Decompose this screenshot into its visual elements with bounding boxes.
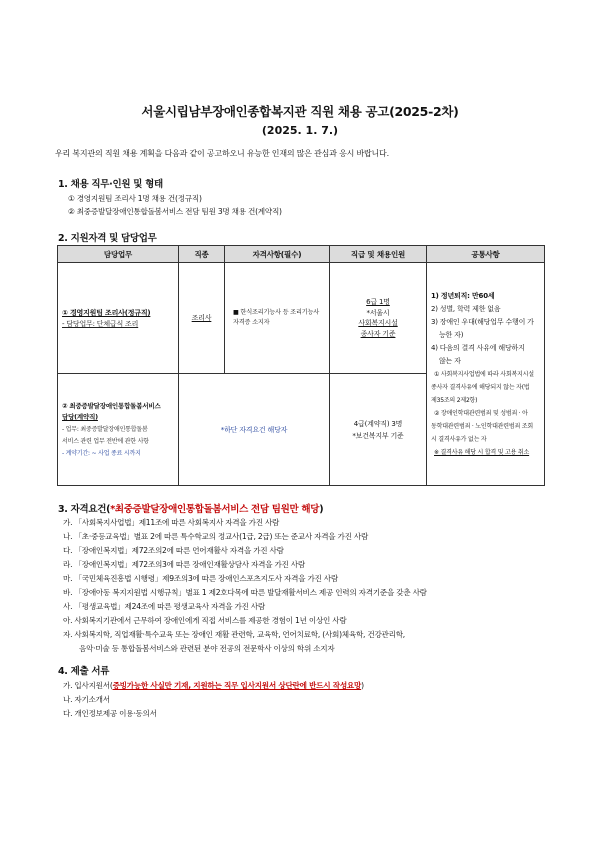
section3-item: 음악·미술 등 통합돌봄서비스와 관련된 분야 전공의 전문학사 이상의 학위 소지자	[79, 644, 335, 653]
section3-item: 가. 「사회복지사업법」제11조에 따른 사회복지사 자격을 가진 사람	[63, 518, 280, 527]
section3-item: 마. 「국민체육진흥법 시행령」제9조의3에 따른 장애인스포츠지도사 자격을 가진 사람	[63, 574, 338, 583]
row1-rank-3: 사회복지시설	[358, 319, 398, 327]
common-line: ① 사회복지사업법에 따라 사회복지시설	[434, 370, 534, 378]
section4-item-2: 나. 자기소개서	[63, 695, 110, 704]
section4-item-3: 다. 개인정보제공 이용·동의서	[63, 709, 157, 718]
header-qualification: 자격사항(필수)	[225, 246, 330, 263]
header-job: 직종	[179, 246, 225, 263]
common-line: 4) 다음의 결격 사유에 해당하지	[431, 343, 525, 352]
section3-item: 바. 「장애아동 복지지원법 시행규칙」별표 1 제2호다목에 따른 발달재활서비스 제공 인력의 자격기준을 갖춘 사람	[63, 588, 427, 597]
row1-rank-2: *서울시	[366, 308, 390, 317]
row1-duty-sub: - 담당업무: 단체급식 조리	[62, 319, 139, 328]
section3-item: 사. 「평생교육법」제24조에 따른 평생교육사 자격을 가진 사람	[63, 602, 265, 611]
row2-rank-1: 4급(계약직) 3명	[353, 419, 403, 428]
header-duty: 담당업무	[58, 246, 179, 263]
page-title: 서울시립남부장애인종합복지관 직원 채용 공고(2025-2차)	[141, 104, 459, 119]
positions-table	[57, 245, 545, 486]
common-line: 2) 성별, 학력 제한 없음	[431, 304, 501, 313]
common-line: 종사자 결격사유에 해당되지 않는 자(법	[431, 383, 530, 391]
header-rank: 직급 및 채용인원	[330, 246, 427, 263]
row1-rank-4: 종사자 기준	[360, 329, 396, 338]
announcement-date: (2025. 1. 7.)	[261, 124, 339, 137]
section4-item1-suffix: )	[361, 681, 364, 690]
common-line: 제35조의 2제2항)	[431, 396, 478, 404]
header-common: 공통사항	[427, 246, 545, 263]
common-line: 않는 자	[439, 356, 461, 365]
common-requirements-cell	[427, 263, 545, 486]
table-header-row	[58, 246, 545, 263]
section4-item-1	[63, 680, 364, 691]
section1-item-1: ① 경영지원팀 조리사 1명 채용 건(정규직)	[68, 194, 202, 203]
common-line: ② 장애인학대관련범죄 및 성범죄 · 아	[434, 409, 528, 417]
section3-heading	[58, 501, 323, 515]
common-line: 3) 장애인 우대(해당업무 수행이 가	[431, 317, 534, 326]
row2-qual: *하단 자격요건 해당자	[220, 425, 288, 434]
common-line: ※ 결격사유 해당 시 합격 및 고용 취소	[434, 448, 530, 456]
row1-qual-cell	[225, 263, 330, 374]
row1-duty-title: ① 경영지원팀 조리사(정규직)	[62, 308, 151, 317]
row2-duty-title-2: 담당(계약직)	[62, 412, 98, 421]
section3-item: 나. 「초·중등교육법」별표 2에 따른 특수학교의 정교사(1급, 2급) 또는 준교사 자격을 가진 사람	[63, 532, 369, 541]
row2-qual-cell	[179, 374, 330, 486]
row2-rank-cell	[330, 374, 427, 486]
row2-duty-sub-2: 서비스 관련 업무 전반에 관한 사항	[62, 437, 149, 445]
common-line: 시 결격사유가 없는 자	[431, 435, 487, 443]
row1-qual: ■ 한식조리기능사 등 조리기능사 자격증 소지자	[233, 309, 320, 326]
section3-item: 아. 사회복지기관에서 근무하여 장애인에게 직접 서비스를 제공한 경험이 1년 이상인 사람	[63, 616, 347, 625]
row1-job-cell	[179, 263, 225, 374]
section4-item1-prefix: 가. 입사지원서(	[63, 681, 113, 690]
common-line: 1) 정년퇴직: 만60세	[431, 291, 495, 300]
section4-heading: 4. 제출 서류	[58, 666, 110, 677]
row2-duty-sub-3: - 계약기간: ~ 사업 종료 시까지	[62, 449, 141, 457]
row2-duty-title-1: ② 최중증발달장애인통합돌봄서비스	[62, 401, 161, 410]
common-line: 동학대관련범죄 · 노인학대관련범죄 조회	[431, 422, 533, 430]
intro-text: 우리 복지관의 직원 채용 계획을 다음과 같이 공고하오니 유능한 인재의 많은 관심과 응시 바랍니다.	[55, 149, 389, 158]
section3-heading-prefix: 3. 자격요건(	[58, 504, 111, 515]
common-line: 능한 자)	[439, 330, 464, 339]
row1-rank-1: 6급 1명	[366, 298, 390, 306]
section3-heading-red: *최중증발달장애인통합돌봄서비스 전담 팀원만 해당	[110, 504, 320, 515]
row2-duty-sub-1: - 업무: 최중증발달장애인통합돌봄	[62, 425, 148, 433]
row1-duty-cell	[58, 263, 179, 374]
section3-item: 라. 「장애인복지법」제72조의3에 따른 장애인재활상담사 자격을 가진 사람	[63, 560, 305, 569]
section3-item: 자. 사회복지학, 직업재활·특수교육 또는 장애인 재활 관련학, 교육학, 언어치료학, (사회)체육학, 건강관리학,	[63, 630, 405, 639]
section1-item-2: ② 최중증발달장애인통합돌봄서비스 전담 팀원 3명 채용 건(계약직)	[68, 207, 282, 216]
section3-item: 다. 「장애인복지법」제72조의2에 따른 언어재활사 자격을 가진 사람	[63, 546, 284, 555]
section2-heading: 2. 지원자격 및 담당업무	[58, 233, 157, 244]
table-row	[58, 263, 545, 374]
section1-heading: 1. 채용 직무·인원 및 형태	[58, 179, 163, 190]
row2-duty-cell	[58, 374, 179, 486]
row1-job: 조리사	[191, 314, 212, 322]
section3-heading-suffix: )	[319, 504, 324, 515]
row2-rank-2: *보건복지부 기준	[352, 431, 404, 440]
section4-item1-red: 증빙가능한 사실만 기재, 지원하는 직무 입사지원서 상단란에 반드시 작성요망	[112, 681, 362, 690]
row1-rank-cell	[330, 263, 427, 374]
